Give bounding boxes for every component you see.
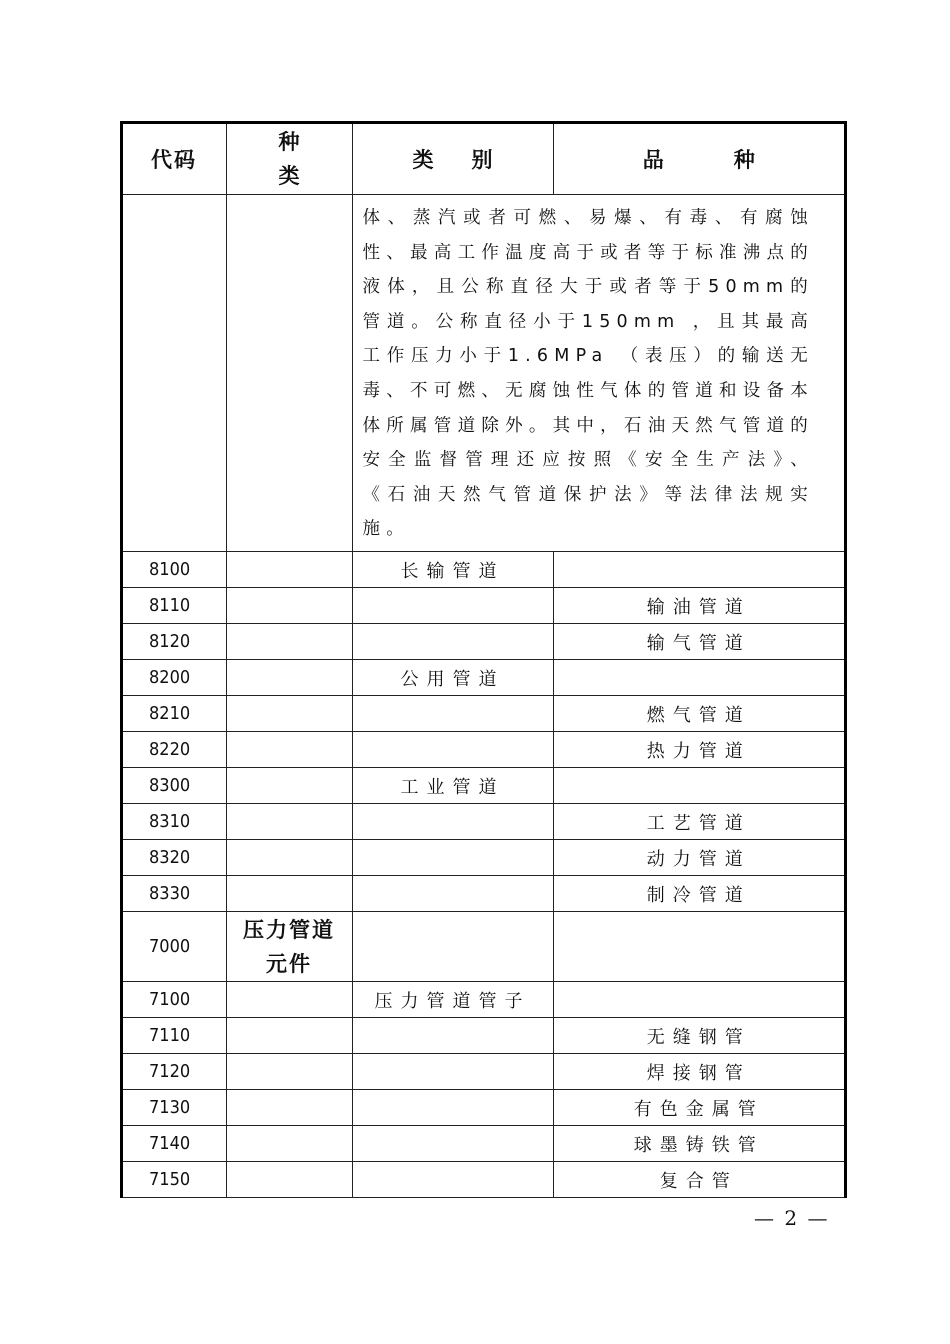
row-variety: 热力管道 — [553, 732, 844, 768]
row-code: 7120 — [123, 1054, 226, 1090]
table-row — [123, 696, 844, 732]
table-row — [123, 804, 844, 840]
row-kind — [226, 660, 352, 696]
row-code: 7110 — [123, 1018, 226, 1054]
row-variety: 工艺管道 — [553, 804, 844, 840]
row-category — [352, 624, 553, 660]
row-code: 7130 — [123, 1090, 226, 1126]
row-category — [352, 840, 553, 876]
description-text: 体、蒸汽或者可燃、易爆、有毒、有腐蚀性、最高工作温度高于或者等于标准沸点的液体，且公称直径大于或者等于50mm的管道。公称直径小于150mm ，且其最高工作压力小于1.6MPa （表压）的输送无毒、不可燃、无腐蚀性气体的管道和设备本体所属管道除外。其中，石油天然气管道的安全监督管理还应按照《安全生产法》、《石油天然气管道保护法》等法律法规实施。 — [352, 195, 844, 552]
row-kind — [226, 588, 352, 624]
row-code: 8200 — [123, 660, 226, 696]
row-code: 8100 — [123, 552, 226, 588]
table-row — [123, 732, 844, 768]
header-kind — [226, 124, 352, 195]
row-code: 8330 — [123, 876, 226, 912]
description-code-cell — [123, 195, 226, 552]
row-code: 7100 — [123, 982, 226, 1018]
description-kind-cell — [226, 195, 352, 552]
table-row — [123, 624, 844, 660]
row-category — [352, 696, 553, 732]
row-variety: 球墨铸铁管 — [553, 1126, 844, 1162]
row-kind — [226, 804, 352, 840]
header-category-text: 类别 — [412, 148, 531, 172]
description-row — [123, 195, 844, 552]
row-variety: 焊接钢管 — [553, 1054, 844, 1090]
row-category — [352, 1126, 553, 1162]
row-category: 压力管道管子 — [352, 982, 553, 1018]
row-variety: 燃气管道 — [553, 696, 844, 732]
table-row — [123, 660, 844, 696]
row-variety: 复合管 — [553, 1162, 844, 1198]
table-row — [123, 982, 844, 1018]
row-kind — [226, 840, 352, 876]
classification-table — [120, 121, 847, 1198]
row-code: 8210 — [123, 696, 226, 732]
row-category — [352, 732, 553, 768]
row-variety — [553, 552, 844, 588]
table-row — [123, 1018, 844, 1054]
header-kind-text: 种类 — [278, 130, 300, 188]
table-row — [123, 876, 844, 912]
row-category: 长输管道 — [352, 552, 553, 588]
page-number: — 2 — — [754, 1206, 830, 1230]
table-body — [123, 552, 844, 1198]
row-code: 8120 — [123, 624, 226, 660]
row-code: 7140 — [123, 1126, 226, 1162]
row-code: 7000 — [123, 912, 226, 982]
row-kind — [226, 876, 352, 912]
table-row — [123, 912, 844, 982]
row-variety: 无缝钢管 — [553, 1018, 844, 1054]
table-row — [123, 588, 844, 624]
row-kind — [226, 624, 352, 660]
row-category — [352, 912, 553, 982]
row-category — [352, 1018, 553, 1054]
row-category — [352, 1054, 553, 1090]
row-code: 8220 — [123, 732, 226, 768]
table-row — [123, 1090, 844, 1126]
row-kind — [226, 1090, 352, 1126]
row-variety: 有色金属管 — [553, 1090, 844, 1126]
row-category — [352, 1090, 553, 1126]
row-category: 工业管道 — [352, 768, 553, 804]
row-variety — [553, 768, 844, 804]
header-variety — [553, 124, 844, 195]
row-kind — [226, 1054, 352, 1090]
table-row — [123, 1162, 844, 1198]
row-kind — [226, 1126, 352, 1162]
row-category — [352, 804, 553, 840]
row-code: 8320 — [123, 840, 226, 876]
row-kind — [226, 768, 352, 804]
row-category — [352, 588, 553, 624]
row-kind — [226, 732, 352, 768]
row-code: 8300 — [123, 768, 226, 804]
row-category — [352, 1162, 553, 1198]
row-kind — [226, 552, 352, 588]
row-variety — [553, 660, 844, 696]
table-row — [123, 1054, 844, 1090]
table-row — [123, 840, 844, 876]
header-code: 代码 — [123, 124, 226, 195]
row-variety: 制冷管道 — [553, 876, 844, 912]
row-code: 8110 — [123, 588, 226, 624]
header-row — [123, 124, 844, 195]
row-category: 公用管道 — [352, 660, 553, 696]
row-kind — [226, 696, 352, 732]
row-variety: 动力管道 — [553, 840, 844, 876]
row-variety: 输油管道 — [553, 588, 844, 624]
row-kind: 压力管道元件 — [226, 912, 352, 982]
table-row — [123, 552, 844, 588]
table-row — [123, 1126, 844, 1162]
table-row — [123, 768, 844, 804]
row-category — [352, 876, 553, 912]
row-variety — [553, 912, 844, 982]
row-kind — [226, 982, 352, 1018]
row-code: 7150 — [123, 1162, 226, 1198]
row-code: 8310 — [123, 804, 226, 840]
row-variety: 输气管道 — [553, 624, 844, 660]
header-variety-text: 品种 — [642, 148, 825, 172]
header-category — [352, 124, 553, 195]
row-variety — [553, 982, 844, 1018]
row-kind — [226, 1018, 352, 1054]
row-kind — [226, 1162, 352, 1198]
